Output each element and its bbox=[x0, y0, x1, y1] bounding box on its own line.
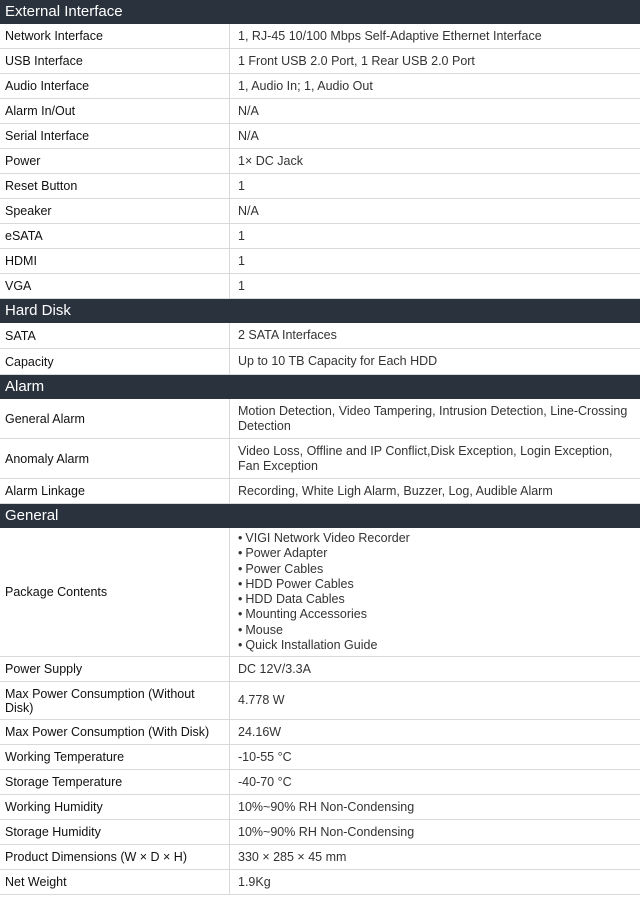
section-header-hard-disk: Hard Disk bbox=[0, 299, 640, 323]
row-label: Alarm Linkage bbox=[0, 479, 230, 503]
table-row bbox=[0, 74, 640, 99]
row-value: N/A bbox=[238, 103, 259, 118]
section-header-alarm: Alarm bbox=[0, 375, 640, 399]
table-row bbox=[0, 249, 640, 274]
row-value: 2 SATA Interfaces bbox=[238, 328, 337, 342]
row-label: Anomaly Alarm bbox=[0, 439, 230, 478]
row-value: -10-55 °C bbox=[238, 749, 292, 764]
row-label: eSATA bbox=[0, 224, 230, 248]
table-row bbox=[0, 870, 640, 895]
row-value: 24.16W bbox=[238, 724, 282, 739]
table-row bbox=[0, 149, 640, 174]
list-item: • HDD Data Cables bbox=[238, 592, 410, 607]
row-label: Serial Interface bbox=[0, 124, 230, 148]
row-value: Motion Detection, Video Tampering, Intrusion Detection, Line-Crossing Detection bbox=[238, 403, 628, 433]
table-row bbox=[0, 124, 640, 149]
list-item: • Quick Installation Guide bbox=[238, 638, 410, 653]
table-row bbox=[0, 199, 640, 224]
table-row bbox=[0, 528, 640, 657]
table-row bbox=[0, 845, 640, 870]
table-row bbox=[0, 479, 640, 504]
row-label: Speaker bbox=[0, 199, 230, 223]
row-label: Power bbox=[0, 149, 230, 173]
row-value: 1 bbox=[238, 228, 245, 243]
row-label: Package Contents bbox=[0, 528, 230, 656]
row-value: 1, Audio In; 1, Audio Out bbox=[238, 78, 373, 93]
table-row bbox=[0, 720, 640, 745]
row-label: Storage Humidity bbox=[0, 820, 230, 844]
list-item: • VIGI Network Video Recorder bbox=[238, 531, 410, 546]
table-row bbox=[0, 49, 640, 74]
row-value: 330 × 285 × 45 mm bbox=[238, 849, 347, 864]
table-row bbox=[0, 274, 640, 299]
table-row bbox=[0, 224, 640, 249]
table-row bbox=[0, 174, 640, 199]
row-value: 1, RJ-45 10/100 Mbps Self-Adaptive Ethernet Interface bbox=[238, 28, 542, 43]
row-label: Audio Interface bbox=[0, 74, 230, 98]
row-value: Recording, White Ligh Alarm, Buzzer, Log, Audible Alarm bbox=[238, 483, 553, 498]
table-row bbox=[0, 770, 640, 795]
table-row bbox=[0, 745, 640, 770]
row-value: Video Loss, Offline and IP Conflict,Disk Exception, Login Exception, Fan Exception bbox=[238, 443, 613, 473]
section-header-general: General bbox=[0, 504, 640, 528]
row-label: USB Interface bbox=[0, 49, 230, 73]
row-label: HDMI bbox=[0, 249, 230, 273]
row-label: Working Temperature bbox=[0, 745, 230, 769]
row-value: Up to 10 TB Capacity for Each HDD bbox=[238, 354, 438, 368]
row-label: General Alarm bbox=[0, 399, 230, 438]
table-row bbox=[0, 795, 640, 820]
row-label: VGA bbox=[0, 274, 230, 298]
table-row bbox=[0, 99, 640, 124]
row-value bbox=[230, 528, 640, 656]
row-value: 1 bbox=[238, 253, 245, 268]
table-row bbox=[0, 682, 640, 720]
row-value: N/A bbox=[238, 128, 259, 143]
row-label: Max Power Consumption (With Disk) bbox=[0, 720, 230, 744]
list-item: • HDD Power Cables bbox=[238, 577, 410, 592]
row-label: Storage Temperature bbox=[0, 770, 230, 794]
table-row bbox=[0, 349, 640, 375]
row-label: Capacity bbox=[0, 349, 230, 374]
section-header-external-interface: External Interface bbox=[0, 0, 640, 24]
row-value: 1 bbox=[238, 178, 245, 193]
row-value: -40-70 °C bbox=[238, 774, 292, 789]
list-item: • Power Cables bbox=[238, 562, 410, 577]
table-row bbox=[0, 657, 640, 682]
row-label: SATA bbox=[0, 323, 230, 348]
row-label: Alarm In/Out bbox=[0, 99, 230, 123]
row-value: 1 bbox=[238, 278, 245, 293]
package-contents-list bbox=[238, 531, 410, 653]
list-item: • Power Adapter bbox=[238, 546, 410, 561]
table-row bbox=[0, 820, 640, 845]
table-row bbox=[0, 399, 640, 439]
row-label: Reset Button bbox=[0, 174, 230, 198]
row-label: Power Supply bbox=[0, 657, 230, 681]
row-value: 4.778 W bbox=[238, 693, 285, 707]
row-label: Max Power Consumption (Without Disk) bbox=[0, 682, 230, 719]
row-value: 10%~90% RH Non-Condensing bbox=[238, 824, 415, 839]
row-value: DC 12V/3.3A bbox=[238, 661, 311, 676]
row-value: 1× DC Jack bbox=[238, 153, 303, 168]
row-label: Network Interface bbox=[0, 24, 230, 48]
row-label: Working Humidity bbox=[0, 795, 230, 819]
row-value: 10%~90% RH Non-Condensing bbox=[238, 799, 415, 814]
list-item: • Mounting Accessories bbox=[238, 607, 410, 622]
table-row bbox=[0, 24, 640, 49]
table-row bbox=[0, 323, 640, 349]
row-label: Net Weight bbox=[0, 870, 230, 894]
row-value: 1 Front USB 2.0 Port, 1 Rear USB 2.0 Port bbox=[238, 53, 475, 68]
list-item: • Mouse bbox=[238, 623, 410, 638]
table-row bbox=[0, 439, 640, 479]
row-label: Product Dimensions (W × D × H) bbox=[0, 845, 230, 869]
row-value: 1.9Kg bbox=[238, 874, 271, 889]
row-value: N/A bbox=[238, 203, 259, 218]
